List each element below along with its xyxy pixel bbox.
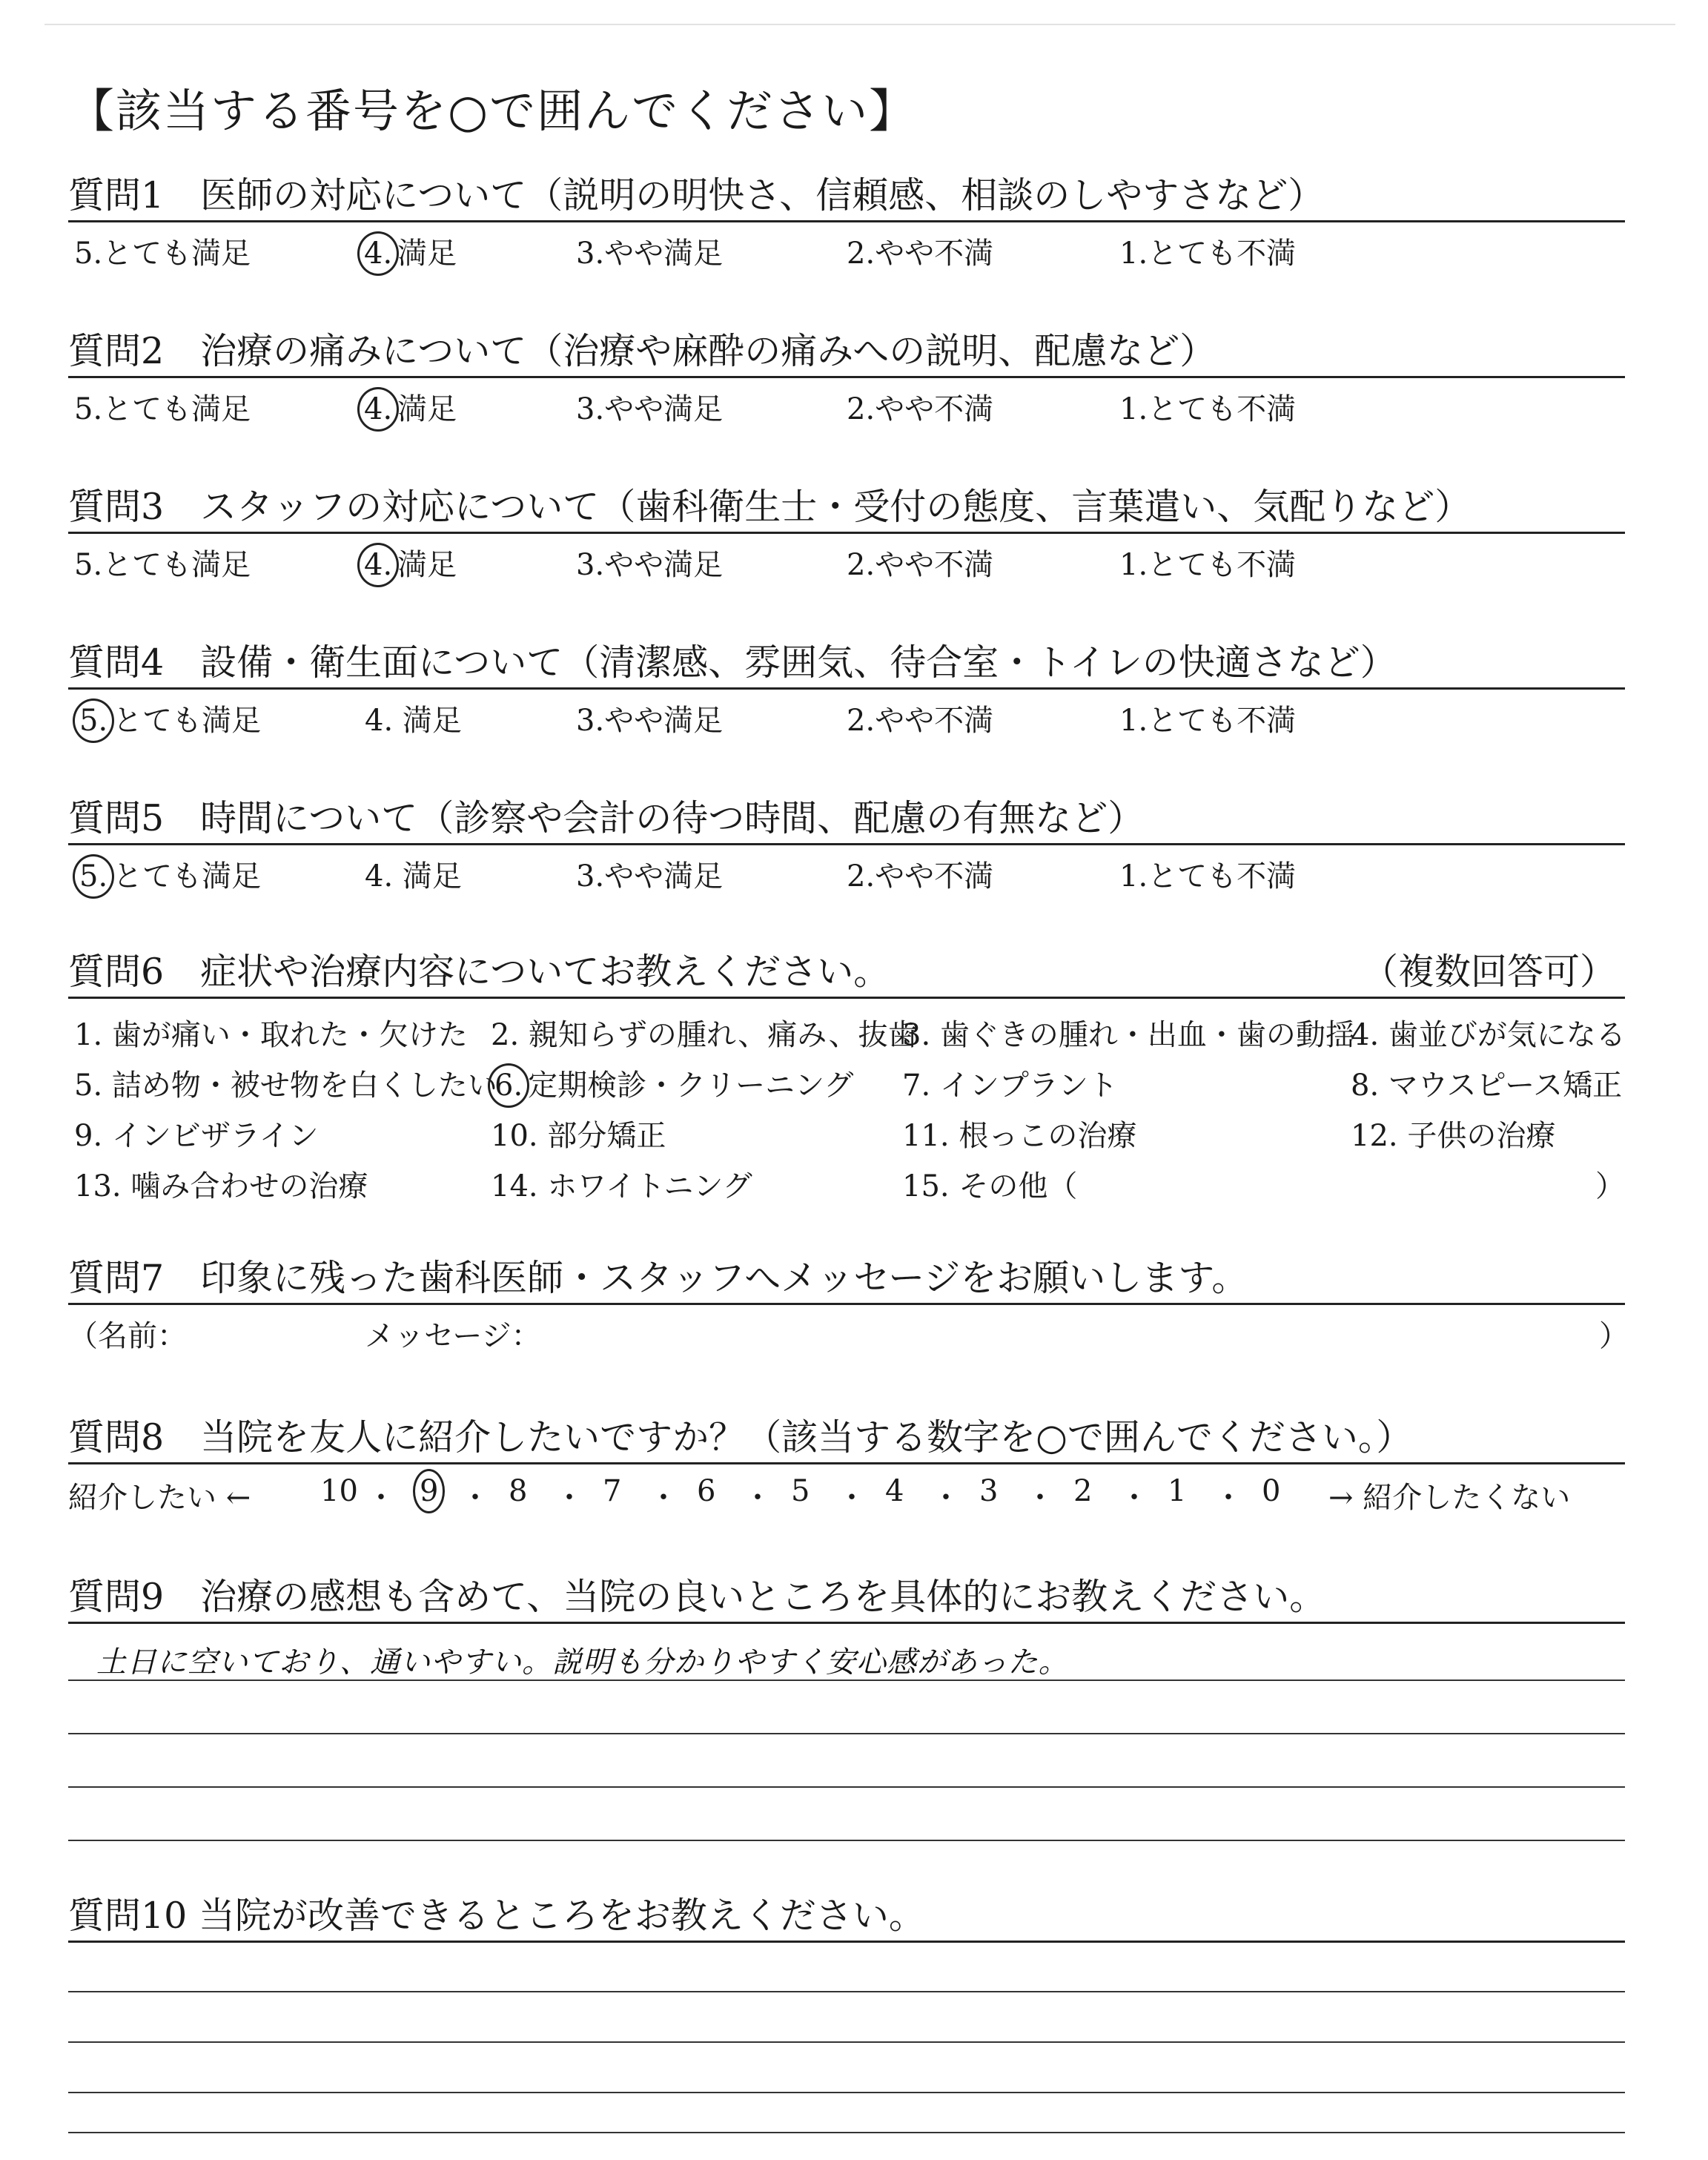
q5-option-5[interactable]: 5. とても満足 (74, 853, 261, 895)
q6-option-2[interactable]: 2. 親知らずの腫れ、痛み、抜歯 (491, 1018, 918, 1052)
question-6-title: 質問6 症状や治療内容についてお教えください。 (68, 951, 890, 993)
scale-separator: ・ (460, 1481, 490, 1515)
answer-line (68, 1840, 1625, 1841)
q4-option-3[interactable]: 3.やや満足 (576, 704, 724, 738)
question-3-rule (68, 532, 1625, 534)
scale-separator: ・ (649, 1481, 678, 1515)
scale-value-6[interactable]: 6 (697, 1474, 716, 1508)
q9-handwritten-answer: 土日に空いており、通いやすい。説明も分かりやすく安心感があった。 (96, 1645, 1069, 1680)
q7-message-field[interactable]: メッセージ： (365, 1319, 541, 1353)
answer-line (68, 2041, 1625, 2043)
q2-option-2[interactable]: 2.やや不満 (847, 392, 994, 426)
question-10-rule (68, 1941, 1625, 1943)
answer-line (68, 2132, 1625, 2133)
q5-option-4[interactable]: 4. 満足 (365, 859, 462, 894)
scale-value-5[interactable]: 5 (791, 1474, 810, 1508)
scale-value-3[interactable]: 3 (979, 1474, 999, 1508)
q6-option-11[interactable]: 11. 根っこの治療 (902, 1119, 1137, 1153)
scale-value-4[interactable]: 4 (885, 1474, 904, 1508)
q4-option-5[interactable]: 5. とても満足 (74, 697, 261, 739)
q1-option-3[interactable]: 3.やや満足 (576, 237, 724, 271)
q6-option-5[interactable]: 5. 詰め物・被せ物を白くしたい (74, 1069, 497, 1103)
q8-right-label: → 紹介したくない (1328, 1481, 1571, 1515)
scale-separator: ・ (931, 1481, 961, 1515)
q6-option-10[interactable]: 10. 部分矯正 (491, 1119, 666, 1153)
selected-circle: 4. (357, 231, 399, 276)
q1-option-2[interactable]: 2.やや不満 (847, 237, 994, 271)
q6-option-4[interactable]: 4. 歯並びが気になる (1351, 1018, 1626, 1052)
scale-value-7[interactable]: 7 (603, 1474, 622, 1508)
answer-line (68, 1786, 1625, 1788)
answer-line (68, 1733, 1625, 1734)
q3-option-2[interactable]: 2.やや不満 (847, 548, 994, 582)
q5-option-2[interactable]: 2.やや不満 (847, 859, 994, 894)
q3-option-3[interactable]: 3.やや満足 (576, 548, 724, 582)
scale-separator: ・ (555, 1481, 584, 1515)
question-8-rule (68, 1462, 1625, 1464)
question-1-rule (68, 220, 1625, 222)
q5-option-3[interactable]: 3.やや満足 (576, 859, 724, 894)
q4-option-2[interactable]: 2.やや不満 (847, 704, 994, 738)
selected-circle: 4. (357, 387, 399, 432)
q1-option-4[interactable]: 4. 満足 (359, 230, 457, 272)
q3-option-1[interactable]: 1.とても不満 (1119, 548, 1297, 582)
scale-separator: ・ (366, 1481, 396, 1515)
scale-value-8[interactable]: 8 (509, 1474, 528, 1508)
q6-option-3[interactable]: 3. 歯ぐきの腫れ・出血・歯の動揺 (902, 1018, 1355, 1052)
scale-separator: ・ (1119, 1481, 1149, 1515)
selected-circle: 5. (73, 854, 114, 899)
scale-value-1[interactable]: 1 (1168, 1474, 1187, 1508)
q6-option-9[interactable]: 9. インビザライン (74, 1119, 319, 1153)
scale-value-9[interactable] (414, 1474, 443, 1508)
question-6-rule (68, 997, 1625, 999)
selected-circle: 4. (357, 543, 399, 587)
q8-left-label: 紹介したい ← (68, 1481, 251, 1515)
q6-option-15[interactable]: 15. その他（ (902, 1169, 1078, 1203)
selected-circle: 6. (488, 1063, 529, 1108)
scale-value-10[interactable]: 10 (320, 1474, 358, 1508)
q3-option-4[interactable]: 4. 満足 (359, 541, 457, 584)
answer-line (68, 1991, 1625, 1992)
q4-option-1[interactable]: 1.とても不満 (1119, 704, 1297, 738)
q2-option-5[interactable]: 5.とても満足 (74, 392, 251, 426)
q6-option-15-close: ） (1595, 1169, 1625, 1203)
question-2-rule (68, 376, 1625, 378)
q6-option-1[interactable]: 1. 歯が痛い・取れた・欠けた (74, 1018, 468, 1052)
q5-option-1[interactable]: 1.とても不満 (1119, 859, 1297, 894)
scale-value-2[interactable]: 2 (1073, 1474, 1093, 1508)
q1-option-1[interactable]: 1.とても不満 (1119, 237, 1297, 271)
q6-option-12[interactable]: 12. 子供の治療 (1351, 1119, 1556, 1153)
scale-separator: ・ (743, 1481, 772, 1515)
scale-separator: ・ (1214, 1481, 1243, 1515)
question-4-title: 質問4 設備・衛生面について（清潔感、雰囲気、待合室・トイレの快適さなど） (68, 641, 1397, 684)
scale-value-0[interactable]: 0 (1262, 1474, 1281, 1508)
question-6-note: （複数回答可） (1362, 951, 1617, 993)
question-7-rule (68, 1303, 1625, 1305)
answer-line (68, 2092, 1625, 2093)
question-7-title: 質問7 印象に残った歯科医師・スタッフへメッセージをお願いします。 (68, 1257, 1248, 1299)
q2-option-3[interactable]: 3.やや満足 (576, 392, 724, 426)
q6-option-7[interactable]: 7. インプラント (902, 1069, 1118, 1103)
scale-separator: ・ (1025, 1481, 1055, 1515)
question-9-title: 質問9 治療の感想も含めて、当院の良いところを具体的にお教えください。 (68, 1576, 1326, 1618)
selected-circle: 9 (413, 1469, 445, 1513)
q4-option-4[interactable]: 4. 満足 (365, 704, 462, 738)
q6-option-8[interactable]: 8. マウスピース矯正 (1351, 1069, 1623, 1103)
selected-circle: 5. (73, 698, 114, 743)
question-8-title: 質問8 当院を友人に紹介したいですか？（該当する数字を○で囲んでください。） (68, 1416, 1413, 1459)
q7-name-field[interactable]: （名前： (68, 1319, 187, 1353)
question-1-title: 質問1 医師の対応について（説明の明快さ、信頼感、相談のしやすさなど） (68, 174, 1325, 217)
q2-option-4[interactable]: 4. 満足 (359, 386, 457, 428)
question-2-title: 質問2 治療の痛みについて（治療や麻酔の痛みへの説明、配慮など） (68, 330, 1217, 372)
question-9-rule (68, 1622, 1625, 1624)
top-border (44, 24, 1675, 25)
q7-close: ） (1599, 1319, 1629, 1353)
scale-separator: ・ (837, 1481, 867, 1515)
form-header: 【該当する番号を○で囲んでください】 (68, 84, 917, 138)
q6-option-14[interactable]: 14. ホワイトニング (491, 1169, 752, 1203)
question-3-title: 質問3 スタッフの対応について（歯科衛生士・受付の態度、言葉遣い、気配りなど） (68, 486, 1472, 528)
q6-option-6[interactable]: 6. 定期検診・クリーニング (489, 1062, 853, 1104)
question-5-rule (68, 843, 1625, 845)
q2-option-1[interactable]: 1.とても不満 (1119, 392, 1297, 426)
question-4-rule (68, 687, 1625, 690)
q6-option-13[interactable]: 13. 噛み合わせの治療 (74, 1169, 368, 1203)
q3-option-5[interactable]: 5.とても満足 (74, 548, 251, 582)
q1-option-5[interactable]: 5.とても満足 (74, 237, 251, 271)
question-5-title: 質問5 時間について（診察や会計の待つ時間、配慮の有無など） (68, 797, 1145, 839)
question-10-title: 質問10 当院が改善できるところをお教えください。 (68, 1895, 925, 1937)
